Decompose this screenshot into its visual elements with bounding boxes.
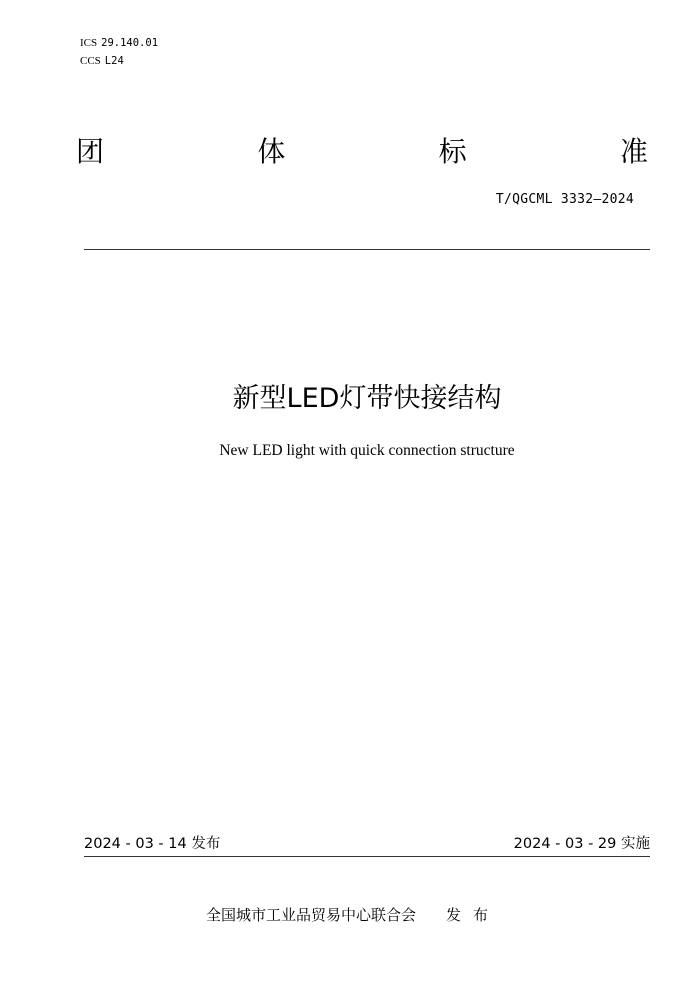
standard-number: T/QGCML 3332—2024 (495, 192, 634, 207)
standard-type-char: 标 (438, 135, 467, 168)
standard-type-heading (76, 134, 648, 170)
bottom-divider (84, 856, 650, 857)
standard-type-char: 体 (257, 135, 286, 168)
ics-line (80, 34, 158, 52)
ics-label: ICS (80, 37, 98, 49)
implement-date: 2024 - 03 - 29 实施 (513, 836, 650, 852)
document-title-cn: 新型LED灯带快接结构 (232, 383, 502, 414)
document-title-en: New LED light with quick connection structure (219, 442, 515, 459)
classification-codes (80, 34, 158, 70)
ccs-line (80, 52, 158, 70)
ics-code: 29.140.01 (101, 37, 159, 49)
ccs-label: CCS (80, 55, 101, 67)
publish-date: 2024 - 03 - 14 发布 (84, 836, 221, 852)
ccs-code: L24 (104, 55, 124, 67)
standard-type-char: 团 (76, 135, 105, 168)
publisher-line (206, 904, 500, 926)
top-divider (84, 249, 650, 250)
publisher-name: 全国城市工业品贸易中心联合会 (206, 906, 417, 924)
publisher-action: 发布 (446, 906, 501, 924)
standard-type-char: 准 (619, 135, 648, 168)
